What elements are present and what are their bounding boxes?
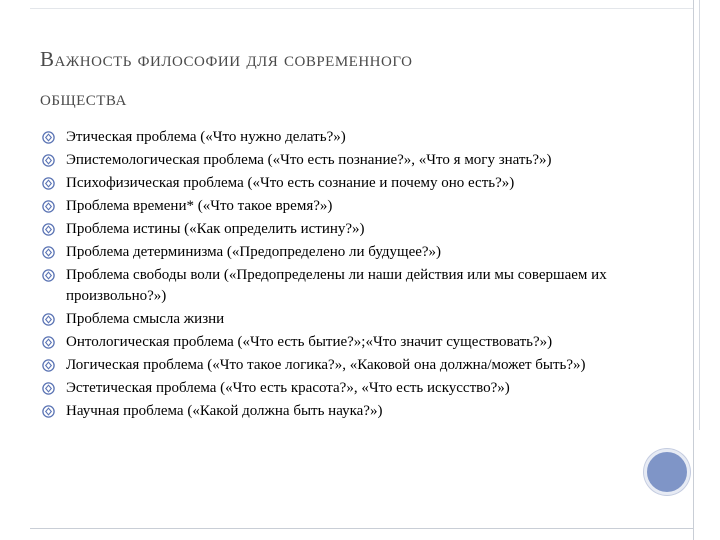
- list-item: [42, 219, 632, 240]
- list-item-text: Эстетическая проблема («Что есть красота?», «Что есть искусство?»): [66, 380, 510, 396]
- diamond-bullet-icon: [42, 223, 55, 236]
- list-item: [42, 355, 632, 376]
- list-item-text: Проблема свободы воли («Предопределены ли наши действия или мы совершаем их произвольно?»): [66, 267, 607, 304]
- list-item-text: Проблема смысла жизни: [66, 311, 225, 327]
- title-line-1: Важность философии для современного: [40, 47, 413, 71]
- diamond-bullet-icon: [42, 405, 55, 418]
- frame-right-border: [693, 0, 694, 540]
- list-item-text: Проблема истины («Как определить истину?»): [66, 221, 365, 237]
- list-item: [42, 127, 632, 148]
- list-item: [42, 309, 632, 330]
- list-item: [42, 150, 632, 171]
- list-item-text: Эпистемологическая проблема («Что есть познание?», «Что я могу знать?»): [66, 152, 552, 168]
- list-item-text: Проблема времени* («Что такое время?»): [66, 198, 333, 214]
- frame-top-border: [30, 8, 693, 9]
- diamond-bullet-icon: [42, 359, 55, 372]
- diamond-bullet-icon: [42, 336, 55, 349]
- list-item: [42, 196, 632, 217]
- diamond-bullet-icon: [42, 131, 55, 144]
- title-line-2: общества: [40, 86, 127, 110]
- list-item-text: Научная проблема («Какой должна быть наука?»): [66, 403, 383, 419]
- list-item: [42, 265, 632, 307]
- list-item: [42, 378, 632, 399]
- list-item-text: Психофизическая проблема («Что есть сознание и почему оно есть?»): [66, 175, 515, 191]
- list-item-text: Проблема детерминизма («Предопределено ли будущее?»): [66, 244, 442, 260]
- slide-title: [40, 40, 640, 118]
- list-item-text: Онтологическая проблема («Что есть бытие?»;«Что значит существовать?»): [66, 334, 553, 350]
- circle-decoration: [644, 449, 690, 495]
- list-item-text: Логическая проблема («Что такое логика?», «Каковой она должна/может быть?»): [66, 357, 586, 373]
- diamond-bullet-icon: [42, 200, 55, 213]
- diamond-bullet-icon: [42, 154, 55, 167]
- frame-bottom-border: [30, 528, 693, 529]
- list-item: [42, 332, 632, 353]
- list-item: [42, 173, 632, 194]
- problem-list: [42, 127, 632, 424]
- diamond-bullet-icon: [42, 269, 55, 282]
- list-item-text: Этическая проблема («Что нужно делать?»): [66, 129, 346, 145]
- list-item: [42, 401, 632, 422]
- diamond-bullet-icon: [42, 177, 55, 190]
- diamond-bullet-icon: [42, 246, 55, 259]
- frame-right-inner-border: [699, 0, 700, 430]
- list-item: [42, 242, 632, 263]
- diamond-bullet-icon: [42, 382, 55, 395]
- diamond-bullet-icon: [42, 313, 55, 326]
